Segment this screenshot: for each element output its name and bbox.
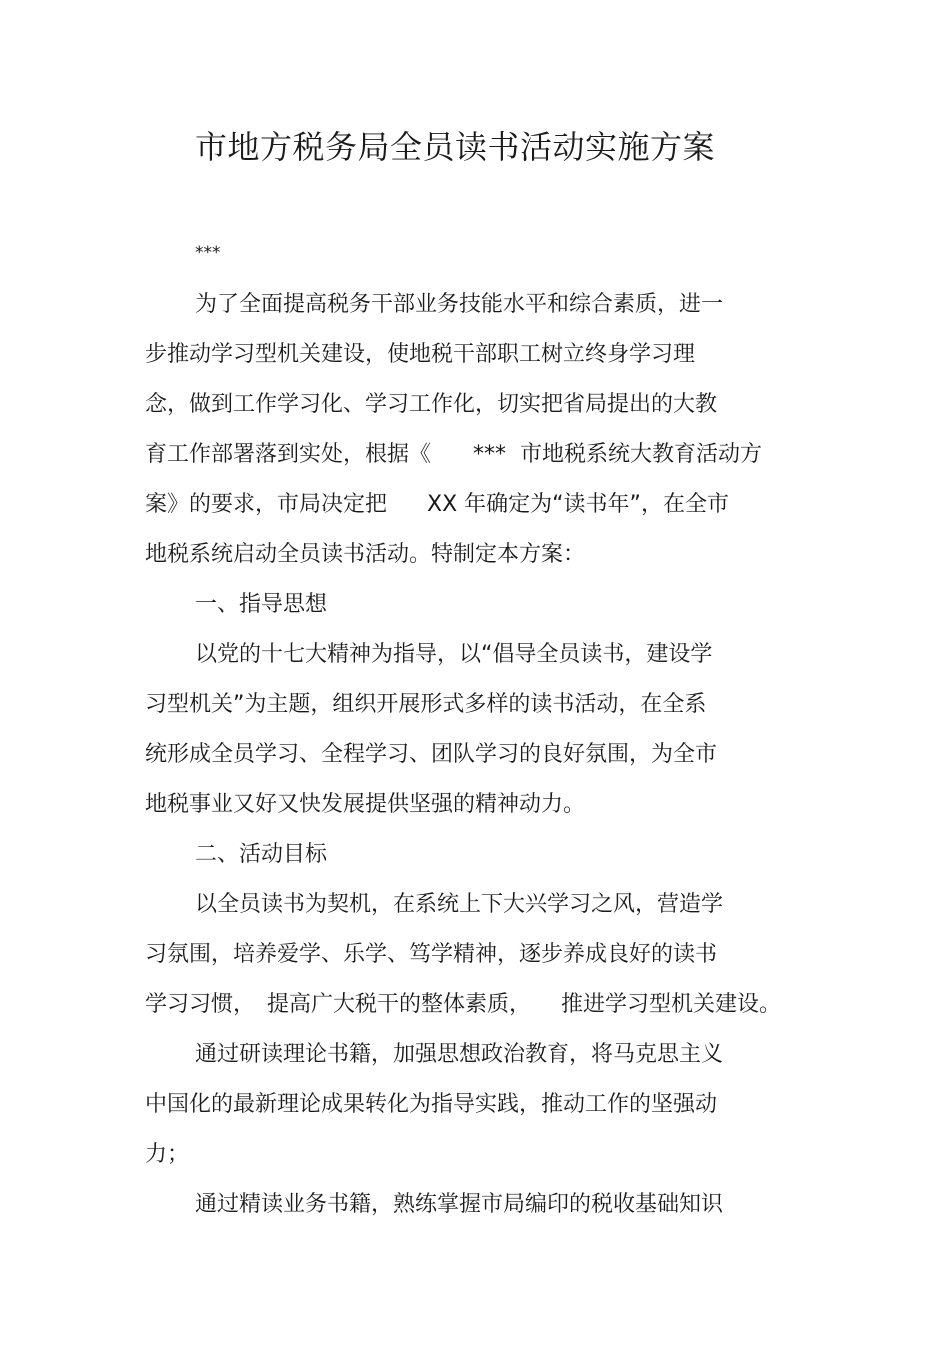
paragraph-line bbox=[145, 690, 706, 720]
text-segment: 育工作部署落到实处，根据《 bbox=[145, 442, 432, 467]
text-segment: 力； bbox=[145, 1142, 190, 1167]
text-segment: 推进学习型机关建设。 bbox=[561, 992, 782, 1017]
section-heading bbox=[195, 590, 327, 620]
text-segment: *** bbox=[473, 442, 507, 467]
text-segment: 地税事业又好又快发展提供坚强的精神动力。 bbox=[145, 792, 586, 817]
text-segment: 通过精读业务书籍，熟练掌握市局编印的税收基础知识 bbox=[195, 1192, 724, 1217]
paragraph-line bbox=[195, 1040, 723, 1070]
paragraph-line bbox=[145, 790, 585, 820]
text-segment: 以党的十七大精神为指导，以“倡导全员读书，建设学 bbox=[195, 642, 713, 667]
paragraph-line bbox=[145, 740, 717, 770]
paragraph-line bbox=[145, 1140, 189, 1170]
text-segment: 统形成全员学习、全程学习、团队学习的良好氛围，为全市 bbox=[145, 742, 718, 767]
text-segment: 二、活动目标 bbox=[195, 842, 328, 867]
paragraph-line bbox=[195, 290, 723, 320]
paragraph-line bbox=[145, 440, 762, 470]
paragraph-line bbox=[145, 490, 729, 520]
text-segment: XX 年确定为“读书年”，在全市 bbox=[427, 492, 729, 517]
text-segment: 市地税系统大教育活动方 bbox=[520, 442, 763, 467]
paragraph-line bbox=[195, 890, 723, 920]
text-segment: 案》的要求，市局决定把 bbox=[145, 492, 388, 517]
paragraph-line bbox=[145, 940, 717, 970]
paragraph-line bbox=[145, 1090, 717, 1120]
author-line: *** bbox=[195, 243, 221, 263]
text-segment: 步推动学习型机关建设，使地税干部职工树立终身学习理 bbox=[145, 342, 696, 367]
paragraph-line bbox=[195, 640, 712, 670]
text-segment: 以全员读书为契机，在系统上下大兴学习之风，营造学 bbox=[195, 892, 724, 917]
paragraph-line bbox=[145, 990, 781, 1020]
text-segment: 习氛围，培养爱学、乐学、笃学精神，逐步养成良好的读书 bbox=[145, 942, 718, 967]
document-title: 市地方税务局全员读书活动实施方案 bbox=[195, 128, 716, 166]
paragraph-line bbox=[145, 540, 585, 570]
text-segment: 习型机关”为主题，组织开展形式多样的读书活动，在全系 bbox=[145, 692, 707, 717]
text-segment: 地税系统启动全员读书活动。特制定本方案： bbox=[145, 542, 586, 567]
paragraph-line bbox=[145, 340, 695, 370]
text-segment: 提高广大税干的整体素质， bbox=[267, 992, 532, 1017]
text-segment: 念，做到工作学习化、学习工作化，切实把省局提出的大教 bbox=[145, 392, 718, 417]
text-segment: 学习习惯， bbox=[145, 992, 256, 1017]
text-segment: 一、指导思想 bbox=[195, 592, 328, 617]
section-heading bbox=[195, 840, 327, 870]
paragraph-line bbox=[145, 390, 717, 420]
text-segment: 通过研读理论书籍，加强思想政治教育，将马克思主义 bbox=[195, 1042, 724, 1067]
paragraph-line bbox=[195, 1190, 723, 1220]
text-segment: 中国化的最新理论成果转化为指导实践，推动工作的坚强动 bbox=[145, 1092, 718, 1117]
text-segment: 为了全面提高税务干部业务技能水平和综合素质，进一 bbox=[195, 292, 724, 317]
